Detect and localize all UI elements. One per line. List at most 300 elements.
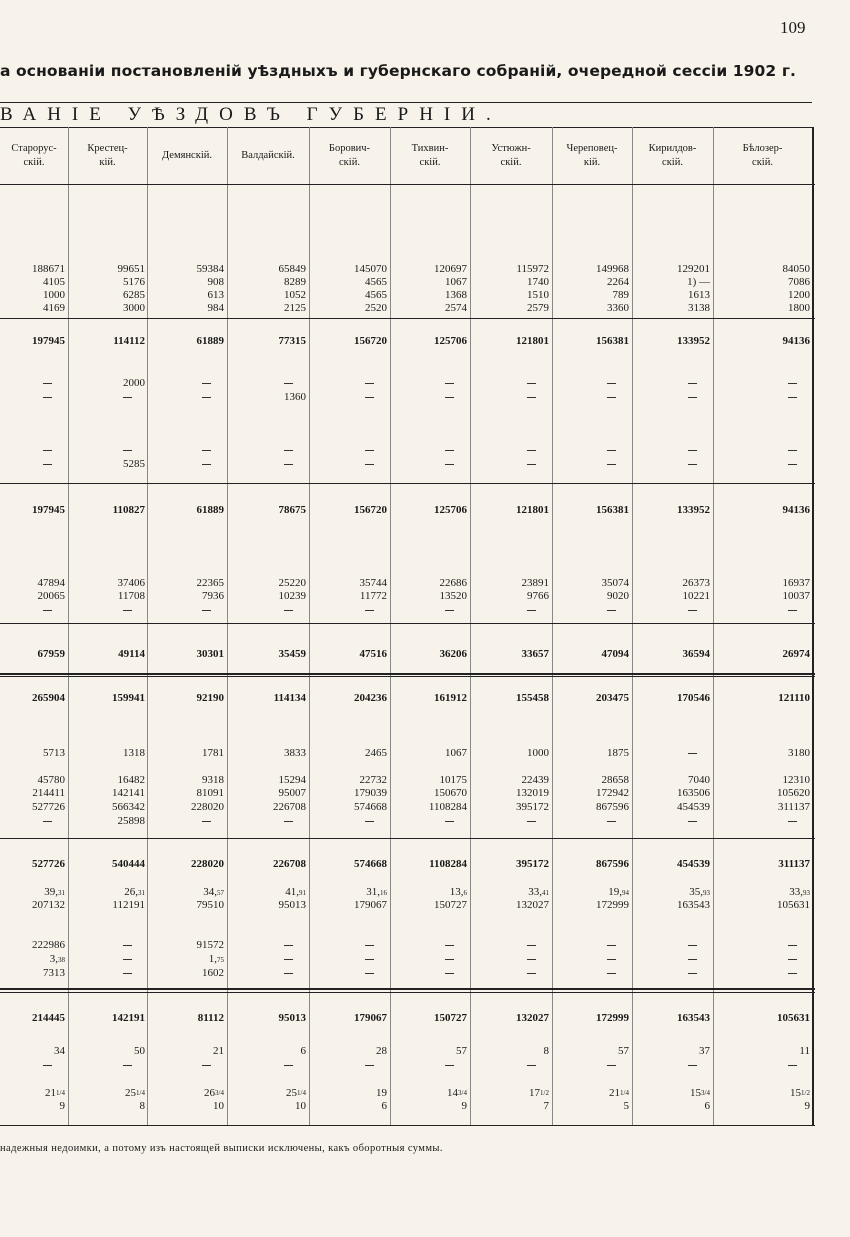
table-cell: 21: [213, 1045, 224, 1057]
table-cell: 188671: [32, 263, 65, 275]
table-cell: 94136: [782, 504, 810, 516]
table-cell: 6: [704, 1100, 710, 1112]
dash-mark: [284, 464, 293, 465]
table-cell: 132027: [516, 1012, 549, 1024]
dash-mark: [43, 383, 52, 384]
table-cell: 1318: [123, 747, 145, 759]
table-cell: 1067: [445, 747, 467, 759]
table-cell: 120697: [434, 263, 467, 275]
table-cell: 34,57: [203, 886, 224, 898]
table-cell: 5285: [123, 458, 145, 470]
table-cell: 36594: [682, 648, 710, 660]
dash-mark: [123, 610, 132, 611]
dash-mark: [284, 945, 293, 946]
table-cell: 31,16: [366, 886, 387, 898]
table-cell: 84050: [782, 263, 810, 275]
page-heading: а основаніи постановленій уѣздныхъ и губернскаго собраній, очередной сессіи 1902 г.: [0, 62, 796, 80]
table-cell: 10: [295, 1100, 306, 1112]
table-cell: 163506: [677, 787, 710, 799]
table-cell: 11: [799, 1045, 810, 1057]
table-cell: $21^{1/4}$: [609, 1087, 629, 1099]
table-cell: 179067: [354, 899, 387, 911]
column-header-belozerskiy: [713, 127, 812, 184]
dash-mark: [788, 821, 797, 822]
table-cell: 170546: [677, 692, 710, 704]
dash-mark: [445, 610, 454, 611]
dash-mark: [202, 383, 211, 384]
table-cell: 222986: [32, 939, 65, 951]
dash-mark: [527, 959, 536, 960]
table-cell: 156720: [354, 335, 387, 347]
table-cell: 10239: [278, 590, 306, 602]
row-rule: [0, 838, 815, 839]
dash-mark: [365, 397, 374, 398]
table-cell: 26373: [682, 577, 710, 589]
table-cell: 179039: [354, 787, 387, 799]
dash-mark: [365, 464, 374, 465]
column-header-kirillovskiy: [632, 127, 713, 184]
row-rule: [0, 992, 815, 993]
table-cell: 13520: [439, 590, 467, 602]
table-cell: 1613: [688, 289, 710, 301]
dash-mark: [365, 945, 374, 946]
table-cell: 454539: [677, 858, 710, 870]
column-header-line1: Старорус-: [11, 142, 57, 154]
table-cell: 1200: [788, 289, 810, 301]
table-cell: 78675: [278, 504, 306, 516]
table-cell: 30301: [196, 648, 224, 660]
table-cell: 540444: [112, 858, 145, 870]
table-cell: 95007: [278, 787, 306, 799]
column-header-borovichskiy: [309, 127, 390, 184]
table-cell: 5: [623, 1100, 629, 1112]
column-header-tikhvinskiy: [390, 127, 470, 184]
dash-mark: [607, 610, 616, 611]
dash-mark: [688, 464, 697, 465]
table-cell: 1368: [445, 289, 467, 301]
dash-mark: [284, 821, 293, 822]
table-cell: 22439: [521, 774, 549, 786]
dash-mark: [445, 397, 454, 398]
table-cell: 5713: [43, 747, 65, 759]
table-cell: 61889: [196, 335, 224, 347]
dash-mark: [688, 397, 697, 398]
table-cell: 129201: [677, 263, 710, 275]
dash-mark: [365, 973, 374, 974]
table-cell: 95013: [278, 1012, 306, 1024]
dash-mark: [688, 450, 697, 451]
table-cell: 161912: [434, 692, 467, 704]
table-cell: 105631: [777, 1012, 810, 1024]
dash-mark: [445, 821, 454, 822]
table-cell: 3360: [607, 302, 629, 314]
table-cell: 65849: [278, 263, 306, 275]
table-cell: 2000: [123, 377, 145, 389]
table-cell: 7086: [788, 276, 810, 288]
table-cell: 9: [59, 1100, 65, 1112]
table-cell: 1) —: [687, 276, 710, 288]
dash-mark: [527, 610, 536, 611]
column-header-line1: Борович-: [328, 142, 371, 154]
table-cell: 10: [213, 1100, 224, 1112]
dash-mark: [43, 464, 52, 465]
column-header-starorusskiy: [0, 127, 68, 184]
dash-mark: [688, 959, 697, 960]
dash-mark: [284, 973, 293, 974]
table-cell: 10037: [782, 590, 810, 602]
table-cell: 132027: [516, 899, 549, 911]
table-cell: 228020: [191, 858, 224, 870]
dash-mark: [43, 821, 52, 822]
column-header-line2: скій.: [752, 156, 773, 168]
table-cell: 9318: [202, 774, 224, 786]
table-cell: 125706: [434, 335, 467, 347]
dash-mark: [202, 1065, 211, 1066]
dash-mark: [607, 973, 616, 974]
table-cell: 7: [543, 1100, 549, 1112]
table-cell: 3,38: [49, 953, 65, 965]
table-cell: 867596: [596, 801, 629, 813]
table-cell: 2264: [607, 276, 629, 288]
table-cell: 47094: [601, 648, 629, 660]
dash-mark: [788, 1065, 797, 1066]
table-cell: 574668: [354, 801, 387, 813]
row-rule: [0, 184, 815, 185]
table-cell: 1740: [527, 276, 549, 288]
table-cell: 1052: [284, 289, 306, 301]
dash-mark: [527, 821, 536, 822]
dash-mark: [445, 945, 454, 946]
table-cell: 12310: [782, 774, 810, 786]
table-cell: 179067: [354, 1012, 387, 1024]
dash-mark: [365, 610, 374, 611]
table-cell: 1602: [202, 967, 224, 979]
dash-mark: [527, 464, 536, 465]
table-cell: 79510: [196, 899, 224, 911]
table-cell: $26^{3/4}$: [204, 1087, 224, 1099]
dash-mark: [284, 383, 293, 384]
footnote: надежныя недоимки, а потому изъ настоящей выписки исключены, какъ оборотныя суммы.: [0, 1143, 443, 1154]
table-cell: 16937: [782, 577, 810, 589]
statistics-table: [0, 127, 815, 1127]
table-cell: 133952: [677, 335, 710, 347]
table-cell: 94136: [782, 335, 810, 347]
table-cell: 112191: [112, 899, 145, 911]
row-rule: [0, 673, 815, 675]
table-cell: 49114: [118, 648, 145, 660]
dash-mark: [607, 1065, 616, 1066]
dash-mark: [688, 610, 697, 611]
column-divider: [309, 127, 310, 1125]
dash-mark: [43, 450, 52, 451]
table-cell: 2465: [365, 747, 387, 759]
table-cell: 95013: [278, 899, 306, 911]
dash-mark: [607, 383, 616, 384]
table-cell: 4565: [365, 289, 387, 301]
table-cell: 8: [543, 1045, 549, 1057]
table-cell: 311137: [777, 801, 810, 813]
table-cell: 33,41: [528, 886, 549, 898]
dash-mark: [788, 959, 797, 960]
table-cell: 150670: [434, 787, 467, 799]
table-cell: 4169: [43, 302, 65, 314]
table-cell: 1000: [43, 289, 65, 301]
table-cell: 984: [207, 302, 224, 314]
table-cell: 150727: [434, 1012, 467, 1024]
table-cell: 45780: [37, 774, 65, 786]
table-cell: 13,6: [449, 886, 467, 898]
table-cell: 41,91: [285, 886, 306, 898]
table-cell: 26,31: [124, 886, 145, 898]
table-cell: 105631: [777, 899, 810, 911]
dash-mark: [365, 1065, 374, 1066]
table-cell: 121110: [778, 692, 810, 704]
table-cell: 142141: [112, 787, 145, 799]
table-cell: 10175: [439, 774, 467, 786]
table-cell: 311137: [778, 858, 810, 870]
table-cell: 114112: [113, 335, 145, 347]
table-cell: 25898: [117, 815, 145, 827]
table-cell: 22686: [439, 577, 467, 589]
dash-mark: [445, 464, 454, 465]
table-cell: 99651: [117, 263, 145, 275]
table-cell: 81091: [196, 787, 224, 799]
table-cell: 3180: [788, 747, 810, 759]
dash-mark: [788, 383, 797, 384]
table-cell: 9020: [607, 590, 629, 602]
dash-mark: [123, 450, 132, 451]
dash-mark: [788, 464, 797, 465]
dash-mark: [43, 1065, 52, 1066]
table-cell: 145070: [354, 263, 387, 275]
dash-mark: [788, 610, 797, 611]
table-cell: 395172: [516, 801, 549, 813]
dash-mark: [527, 1065, 536, 1066]
column-header-krestetskiy: [68, 127, 147, 184]
dash-mark: [688, 973, 697, 974]
table-cell: 172942: [596, 787, 629, 799]
dash-mark: [123, 973, 132, 974]
table-cell: 28658: [601, 774, 629, 786]
column-divider: [812, 127, 814, 1125]
table-cell: 3833: [284, 747, 306, 759]
table-cell: 1108284: [429, 858, 467, 870]
table-cell: 67959: [37, 648, 65, 660]
table-cell: 35459: [278, 648, 306, 660]
table-cell: 35,93: [689, 886, 710, 898]
table-cell: 36206: [439, 648, 467, 660]
table-cell: 35074: [601, 577, 629, 589]
table-cell: 214445: [32, 1012, 65, 1024]
page-number: 109: [780, 18, 806, 37]
table-cell: 34: [54, 1045, 65, 1057]
table-cell: 7313: [43, 967, 65, 979]
table-cell: 35744: [359, 577, 387, 589]
dash-mark: [284, 1065, 293, 1066]
table-cell: 163543: [677, 1012, 710, 1024]
table-cell: 114134: [273, 692, 306, 704]
table-cell: 1360: [284, 391, 306, 403]
column-header-line1: Демянскій.: [162, 149, 212, 161]
table-cell: 47516: [359, 648, 387, 660]
table-cell: 37: [699, 1045, 710, 1057]
table-cell: 203475: [596, 692, 629, 704]
table-cell: 25220: [278, 577, 306, 589]
table-cell: 1510: [527, 289, 549, 301]
table-cell: $15^{1/2}$: [790, 1087, 810, 1099]
table-cell: $17^{1/2}$: [529, 1087, 549, 1099]
table-cell: 20065: [37, 590, 65, 602]
table-cell: 2520: [365, 302, 387, 314]
table-cell: 6: [381, 1100, 387, 1112]
table-cell: 527726: [32, 858, 65, 870]
table-cell: 37406: [117, 577, 145, 589]
table-cell: 4565: [365, 276, 387, 288]
dash-mark: [365, 821, 374, 822]
row-rule: [0, 623, 815, 624]
dash-mark: [365, 450, 374, 451]
table-cell: 789: [612, 289, 629, 301]
table-cell: 57: [456, 1045, 467, 1057]
table-cell: 33657: [521, 648, 549, 660]
dash-mark: [365, 383, 374, 384]
table-cell: 61889: [196, 504, 224, 516]
table-cell: 2125: [284, 302, 306, 314]
dash-mark: [123, 1065, 132, 1066]
dash-mark: [688, 383, 697, 384]
spaced-section-header: ВАНІЕ УѢЗДОВЪ ГУБЕРНІИ.: [0, 102, 812, 128]
dash-mark: [527, 945, 536, 946]
dash-mark: [607, 464, 616, 465]
table-cell: 156381: [596, 504, 629, 516]
table-cell: 91572: [196, 939, 224, 951]
column-divider: [147, 127, 148, 1125]
table-cell: 574668: [354, 858, 387, 870]
table-cell: 908: [207, 276, 224, 288]
table-cell: 204236: [354, 692, 387, 704]
table-cell: 4105: [43, 276, 65, 288]
dash-mark: [202, 450, 211, 451]
dash-mark: [43, 610, 52, 611]
table-cell: 172999: [596, 899, 629, 911]
dash-mark: [202, 821, 211, 822]
table-cell: 3138: [688, 302, 710, 314]
table-cell: 1781: [202, 747, 224, 759]
column-header-line1: Крестец-: [87, 142, 128, 154]
row-rule: [0, 318, 815, 319]
table-cell: 92190: [196, 692, 224, 704]
table-cell: 11708: [117, 590, 145, 602]
table-cell: $21^{1/4}$: [45, 1087, 65, 1099]
table-cell: 197945: [32, 504, 65, 516]
table-cell: 172999: [596, 1012, 629, 1024]
dash-mark: [607, 450, 616, 451]
dash-mark: [365, 959, 374, 960]
row-rule: [0, 988, 815, 990]
dash-mark: [527, 383, 536, 384]
dash-mark: [788, 945, 797, 946]
table-cell: 149968: [596, 263, 629, 275]
table-cell: 6285: [123, 289, 145, 301]
table-cell: 226708: [273, 858, 306, 870]
table-cell: 15294: [278, 774, 306, 786]
dash-mark: [445, 383, 454, 384]
table-cell: 33,93: [789, 886, 810, 898]
table-cell: 156381: [596, 335, 629, 347]
table-cell: 566342: [112, 801, 145, 813]
column-header-line2: кій.: [99, 156, 116, 168]
table-cell: 265904: [32, 692, 65, 704]
dash-mark: [788, 450, 797, 451]
table-cell: 207132: [32, 899, 65, 911]
table-cell: 867596: [596, 858, 629, 870]
column-header-cherepovetskiy: [552, 127, 632, 184]
row-rule: [0, 1125, 815, 1126]
column-header-line2: скій.: [339, 156, 360, 168]
column-header-ustyuzhenskiy: [470, 127, 552, 184]
table-cell: 121801: [516, 335, 549, 347]
table-cell: 527726: [32, 801, 65, 813]
table-cell: 3000: [123, 302, 145, 314]
dash-mark: [202, 610, 211, 611]
table-cell: 2574: [445, 302, 467, 314]
dash-mark: [123, 959, 132, 960]
column-divider: [470, 127, 471, 1125]
dash-mark: [688, 945, 697, 946]
table-cell: 1800: [788, 302, 810, 314]
dash-mark: [688, 753, 697, 754]
dash-mark: [607, 945, 616, 946]
column-divider: [713, 127, 714, 1125]
column-header-valdayskiy: [227, 127, 309, 184]
table-cell: 10221: [682, 590, 710, 602]
dash-mark: [788, 397, 797, 398]
table-cell: 9: [804, 1100, 810, 1112]
table-cell: 9: [461, 1100, 467, 1112]
table-cell: 214411: [32, 787, 65, 799]
table-cell: 8: [139, 1100, 145, 1112]
table-cell: 133952: [677, 504, 710, 516]
column-header-line2: скій.: [419, 156, 441, 168]
table-cell: 159941: [112, 692, 145, 704]
table-cell: 9766: [527, 590, 549, 602]
dash-mark: [445, 973, 454, 974]
table-cell: 77315: [278, 335, 306, 347]
column-header-line1: Череповец-: [566, 142, 618, 154]
table-cell: 156720: [354, 504, 387, 516]
table-cell: $15^{3/4}$: [690, 1087, 710, 1099]
column-header-line1: Устюжн-: [491, 142, 531, 154]
dash-mark: [788, 973, 797, 974]
table-cell: 1875: [607, 747, 629, 759]
column-divider: [68, 127, 69, 1125]
column-header-demyanskiy: [147, 127, 227, 184]
table-cell: 132019: [516, 787, 549, 799]
dash-mark: [607, 821, 616, 822]
column-divider: [552, 127, 553, 1125]
column-header-line2: кій.: [583, 156, 601, 168]
dash-mark: [527, 397, 536, 398]
column-header-line1: Бѣлозер-: [742, 142, 783, 154]
dash-mark: [284, 450, 293, 451]
table-cell: 121801: [516, 504, 549, 516]
column-divider: [632, 127, 633, 1125]
table-cell: 197945: [32, 335, 65, 347]
dash-mark: [123, 945, 132, 946]
table-cell: 150727: [434, 899, 467, 911]
table-cell: 59384: [196, 263, 224, 275]
dash-mark: [202, 397, 211, 398]
